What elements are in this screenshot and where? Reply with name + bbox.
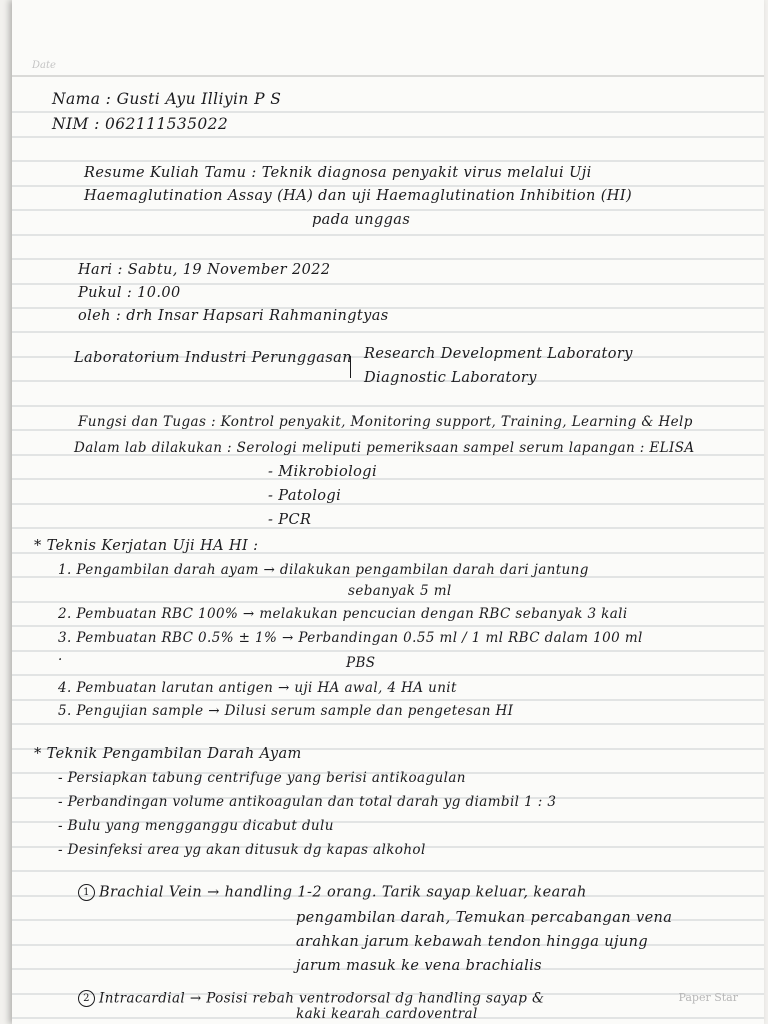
lab-branch-diagnostic: Diagnostic Laboratory [364, 370, 537, 386]
title-line-2: Haemaglutination Assay (HA) dan uji Haemaglutination Inhibition (HI) [84, 188, 633, 204]
schedule-speaker: oleh : drh Insar Hapsari Rahmaningtyas [78, 308, 389, 324]
lab-test-pcr: - PCR [268, 512, 312, 528]
lab-branch-research: Research Development Laboratory [364, 346, 633, 362]
nim-line: NIM : 062111535022 [52, 115, 229, 133]
lab-test-mikrobiologi: - Mikrobiologi [268, 464, 377, 480]
teknik-heading: * Teknik Pengambilan Darah Ayam [34, 746, 302, 762]
title-line-3: pada unggas [312, 212, 411, 228]
notebook-page [12, 0, 764, 1024]
teknis-step-3-cont: PBS [346, 655, 376, 671]
teknis-step-2: 2. Pembuatan RBC 100% → melakukan pencucian dengan RBC sebanyak 3 kali [58, 606, 628, 622]
schedule-time: Pukul : 10.00 [78, 285, 181, 301]
method-1-line-3: arahkan jarum kebawah tendon hingga ujung [296, 934, 649, 950]
method-2-number: 2 [78, 990, 95, 1007]
method-1-number: 1 [78, 884, 95, 901]
lab-tests-intro: Dalam lab dilakukan : Serologi meliputi pemeriksaan sampel serum lapangan : ELISA [74, 440, 695, 456]
method-1-line-1 [78, 884, 587, 901]
method-1-line-4: jarum masuk ke vena brachialis [296, 958, 542, 974]
method-2-text: Intracardial → Posisi rebah ventrodorsal dg handling sayap & [99, 990, 545, 1007]
lab-test-patologi: - Patologi [268, 488, 342, 504]
teknik-item-4: - Desinfeksi area yg akan ditusuk dg kapas alkohol [58, 842, 426, 858]
teknis-step-5: 5. Pengujian sample → Dilusi serum sample dan pengetesan HI [58, 703, 514, 719]
lab-brace [350, 356, 359, 378]
teknis-step-3: 3. Pembuatan RBC 0.5% ± 1% → Perbandingan 0.55 ml / 1 ml RBC dalam 100 ml [58, 630, 643, 646]
teknis-bullet: · [58, 652, 63, 668]
teknis-step-1-cont: sebanyak 5 ml [348, 583, 452, 599]
name-line: Nama : Gusti Ayu Illiyin P S [52, 90, 282, 108]
teknis-step-4: 4. Pembuatan larutan antigen → uji HA awal, 4 HA unit [58, 680, 457, 696]
schedule-day: Hari : Sabtu, 19 November 2022 [78, 262, 331, 278]
title-line-1: Resume Kuliah Tamu : Teknik diagnosa penyakit virus melalui Uji [84, 165, 592, 181]
lab-name: Laboratorium Industri Perunggasan [74, 350, 352, 366]
ruled-lines [12, 0, 764, 1024]
teknik-item-3: - Bulu yang mengganggu dicabut dulu [58, 818, 334, 834]
method-2-line-1 [78, 990, 544, 1007]
date-label: Date [32, 60, 56, 71]
teknis-heading: * Teknis Kerjatan Uji HA HI : [34, 538, 259, 554]
paper-star-watermark: Paper Star [678, 991, 738, 1004]
method-2-line-2: kaki kearah cardoventral [296, 1006, 478, 1022]
teknik-item-1: - Persiapkan tabung centrifuge yang berisi antikoagulan [58, 770, 466, 786]
teknik-item-2: - Perbandingan volume antikoagulan dan total darah yg diambil 1 : 3 [58, 794, 557, 810]
functions-line: Fungsi dan Tugas : Kontrol penyakit, Monitoring support, Training, Learning & Help [78, 414, 693, 430]
method-1-text: Brachial Vein → handling 1-2 orang. Tarik sayap keluar, kearah [99, 884, 587, 901]
method-1-line-2: pengambilan darah, Temukan percabangan vena [296, 910, 673, 926]
teknis-step-1: 1. Pengambilan darah ayam → dilakukan pengambilan darah dari jantung [58, 562, 589, 578]
